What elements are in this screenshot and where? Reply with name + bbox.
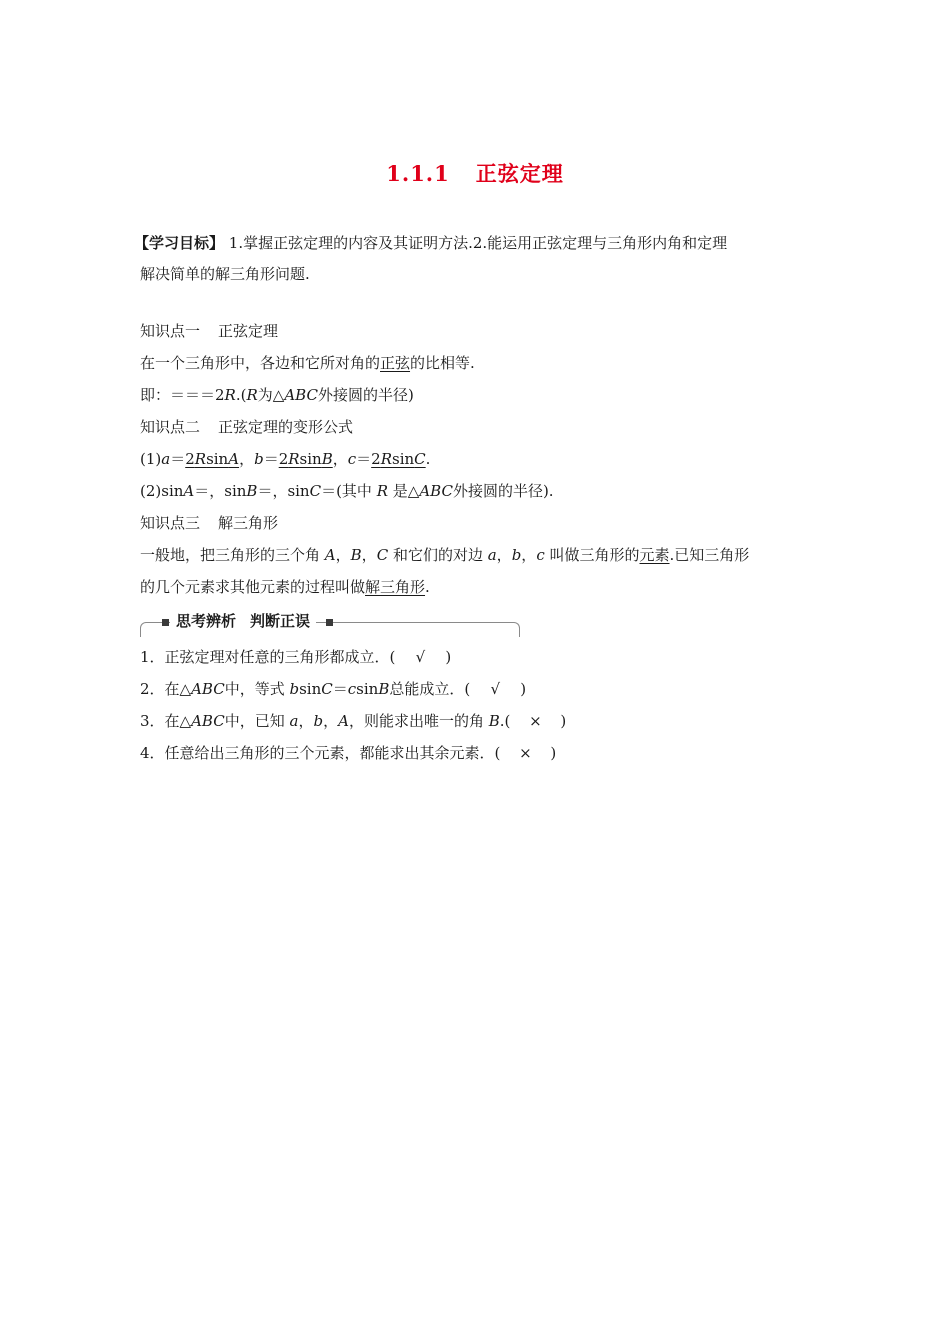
kp2-line2: (2)sinA＝，sinB＝，sinC＝(其中 R 是△ABC外接圆的半径). bbox=[140, 482, 554, 500]
kp2-heading: 知识点二 正弦定理的变形公式 bbox=[140, 418, 354, 436]
cross-mark-icon: × bbox=[529, 712, 542, 730]
section-title bbox=[0, 158, 950, 188]
judge-item-1: 1．正弦定理对任意的三角形都成立．( √ ) bbox=[140, 648, 452, 666]
blank-answer-1: 2RsinA bbox=[185, 450, 240, 468]
check-mark-icon: √ bbox=[415, 648, 426, 666]
left-square-icon bbox=[162, 619, 169, 626]
objectives-line1: 1.掌握正弦定理的内容及其证明方法.2.能运用正弦定理与三角形内角和定理 bbox=[224, 234, 728, 252]
learning-objectives bbox=[134, 228, 820, 290]
blank-answer-elements: 元素 bbox=[639, 546, 670, 564]
judge-item-2: 2．在△ABC中，等式 bsinC＝csinB总能成立．( √ ) bbox=[140, 680, 527, 698]
right-square-icon bbox=[326, 619, 333, 626]
kp1-formula: 即：＝＝＝2R.(R为△ABC外接圆的半径) bbox=[140, 386, 414, 404]
check-mark-icon: √ bbox=[490, 680, 500, 698]
think-judge-label: 思考辨析 判断正误 bbox=[170, 610, 316, 631]
section-name: 正弦定理 bbox=[475, 161, 564, 186]
objectives-tag: 【学习目标】 bbox=[134, 234, 225, 252]
cross-mark-icon: × bbox=[519, 744, 532, 762]
judge-item-4: 4．任意给出三角形的三个元素，都能求出其余元素．( × ) bbox=[140, 744, 557, 762]
blank-answer-3: 2RsinC bbox=[371, 450, 426, 468]
judge-item-3: 3．在△ABC中，已知 a，b，A，则能求出唯一的角 B.( × ) bbox=[140, 712, 567, 730]
kp3-heading: 知识点三 解三角形 bbox=[140, 514, 279, 532]
blank-answer-2: 2RsinB bbox=[278, 450, 333, 468]
kp3-line1: 一般地，把三角形的三个角 A，B，C 和它们的对边 a，b，c 叫做三角形的元素.已知三角形 bbox=[140, 546, 750, 564]
section-number: 1.1.1 bbox=[386, 161, 450, 186]
kp2-line1: (1)a＝2RsinA，b＝2RsinB，c＝2RsinC. bbox=[140, 450, 431, 468]
objectives-line2: 解决简单的解三角形问题. bbox=[140, 265, 310, 283]
kp3-line2: 的几个元素求其他元素的过程叫做解三角形. bbox=[140, 578, 430, 596]
blank-answer-solve-triangle: 解三角形 bbox=[365, 578, 426, 596]
think-judge-header bbox=[140, 612, 520, 634]
kp1-heading: 知识点一 正弦定理 bbox=[140, 322, 279, 340]
blank-answer-sine: 正弦 bbox=[380, 354, 411, 372]
kp1-text: 在一个三角形中，各边和它所对角的正弦的比相等. bbox=[140, 354, 475, 372]
